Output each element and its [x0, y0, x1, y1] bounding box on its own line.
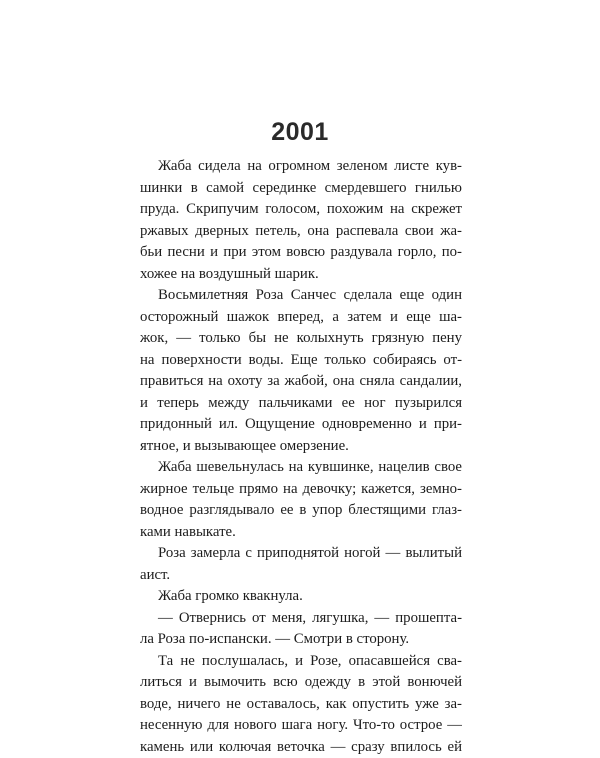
text-line: правиться на охоту за жабой, она сняла сандалии,: [140, 371, 462, 393]
text-line: Жаба сидела на огромном зеленом листе кув-: [140, 156, 462, 178]
text-line: ятное, и вызывающее омерзение.: [140, 436, 462, 458]
text-line: шинки в самой серединке смердевшего гнилью: [140, 178, 462, 200]
text-line: Роза замерла с приподнятой ногой — вылитый: [140, 543, 462, 565]
chapter-title: 2001: [0, 118, 600, 147]
text-line: ками навыкате.: [140, 522, 462, 544]
text-line: жирное тельце прямо на девочку; кажется, земно-: [140, 479, 462, 501]
text-line: пруда. Скрипучим голосом, похожим на скрежет: [140, 199, 462, 221]
text-line: водное разглядывало ее в упор блестящими глаз-: [140, 500, 462, 522]
text-line: — Отвернись от меня, лягушка, — прошепта-: [140, 608, 462, 630]
text-line: ржавых дверных петель, она распевала свои жа-: [140, 221, 462, 243]
text-line: литься и вымочить всю одежду в этой вонючей: [140, 672, 462, 694]
text-line: несенную для нового шага ногу. Что-то острое —: [140, 715, 462, 737]
text-line: Жаба шевельнулась на кувшинке, нацелив свое: [140, 457, 462, 479]
text-line: осторожный шажок вперед, а затем и еще ша-: [140, 307, 462, 329]
text-line: воде, ничего не оставалось, как опустить уже за-: [140, 694, 462, 716]
text-line: Жаба громко квакнула.: [140, 586, 462, 608]
text-line: придонный ил. Ощущение одновременно и при-: [140, 414, 462, 436]
text-line: и теперь между пальчиками ее ног пузырился: [140, 393, 462, 415]
text-line: жок, — только бы не колыхнуть грязную пену: [140, 328, 462, 350]
chapter-body-text: [140, 156, 462, 758]
text-line: хожее на воздушный шарик.: [140, 264, 462, 286]
text-line: ла Роза по-испански. — Смотри в сторону.: [140, 629, 462, 651]
text-line: бьи песни и при этом вовсю раздувала горло, по-: [140, 242, 462, 264]
text-line: аист.: [140, 565, 462, 587]
text-line: камень или колючая веточка — сразу впилось ей: [140, 737, 462, 758]
text-line: Та не послушалась, и Розе, опасавшейся сва-: [140, 651, 462, 673]
text-line: на поверхности воды. Еще только собираясь от-: [140, 350, 462, 372]
text-line: Восьмилетняя Роза Санчес сделала еще один: [140, 285, 462, 307]
